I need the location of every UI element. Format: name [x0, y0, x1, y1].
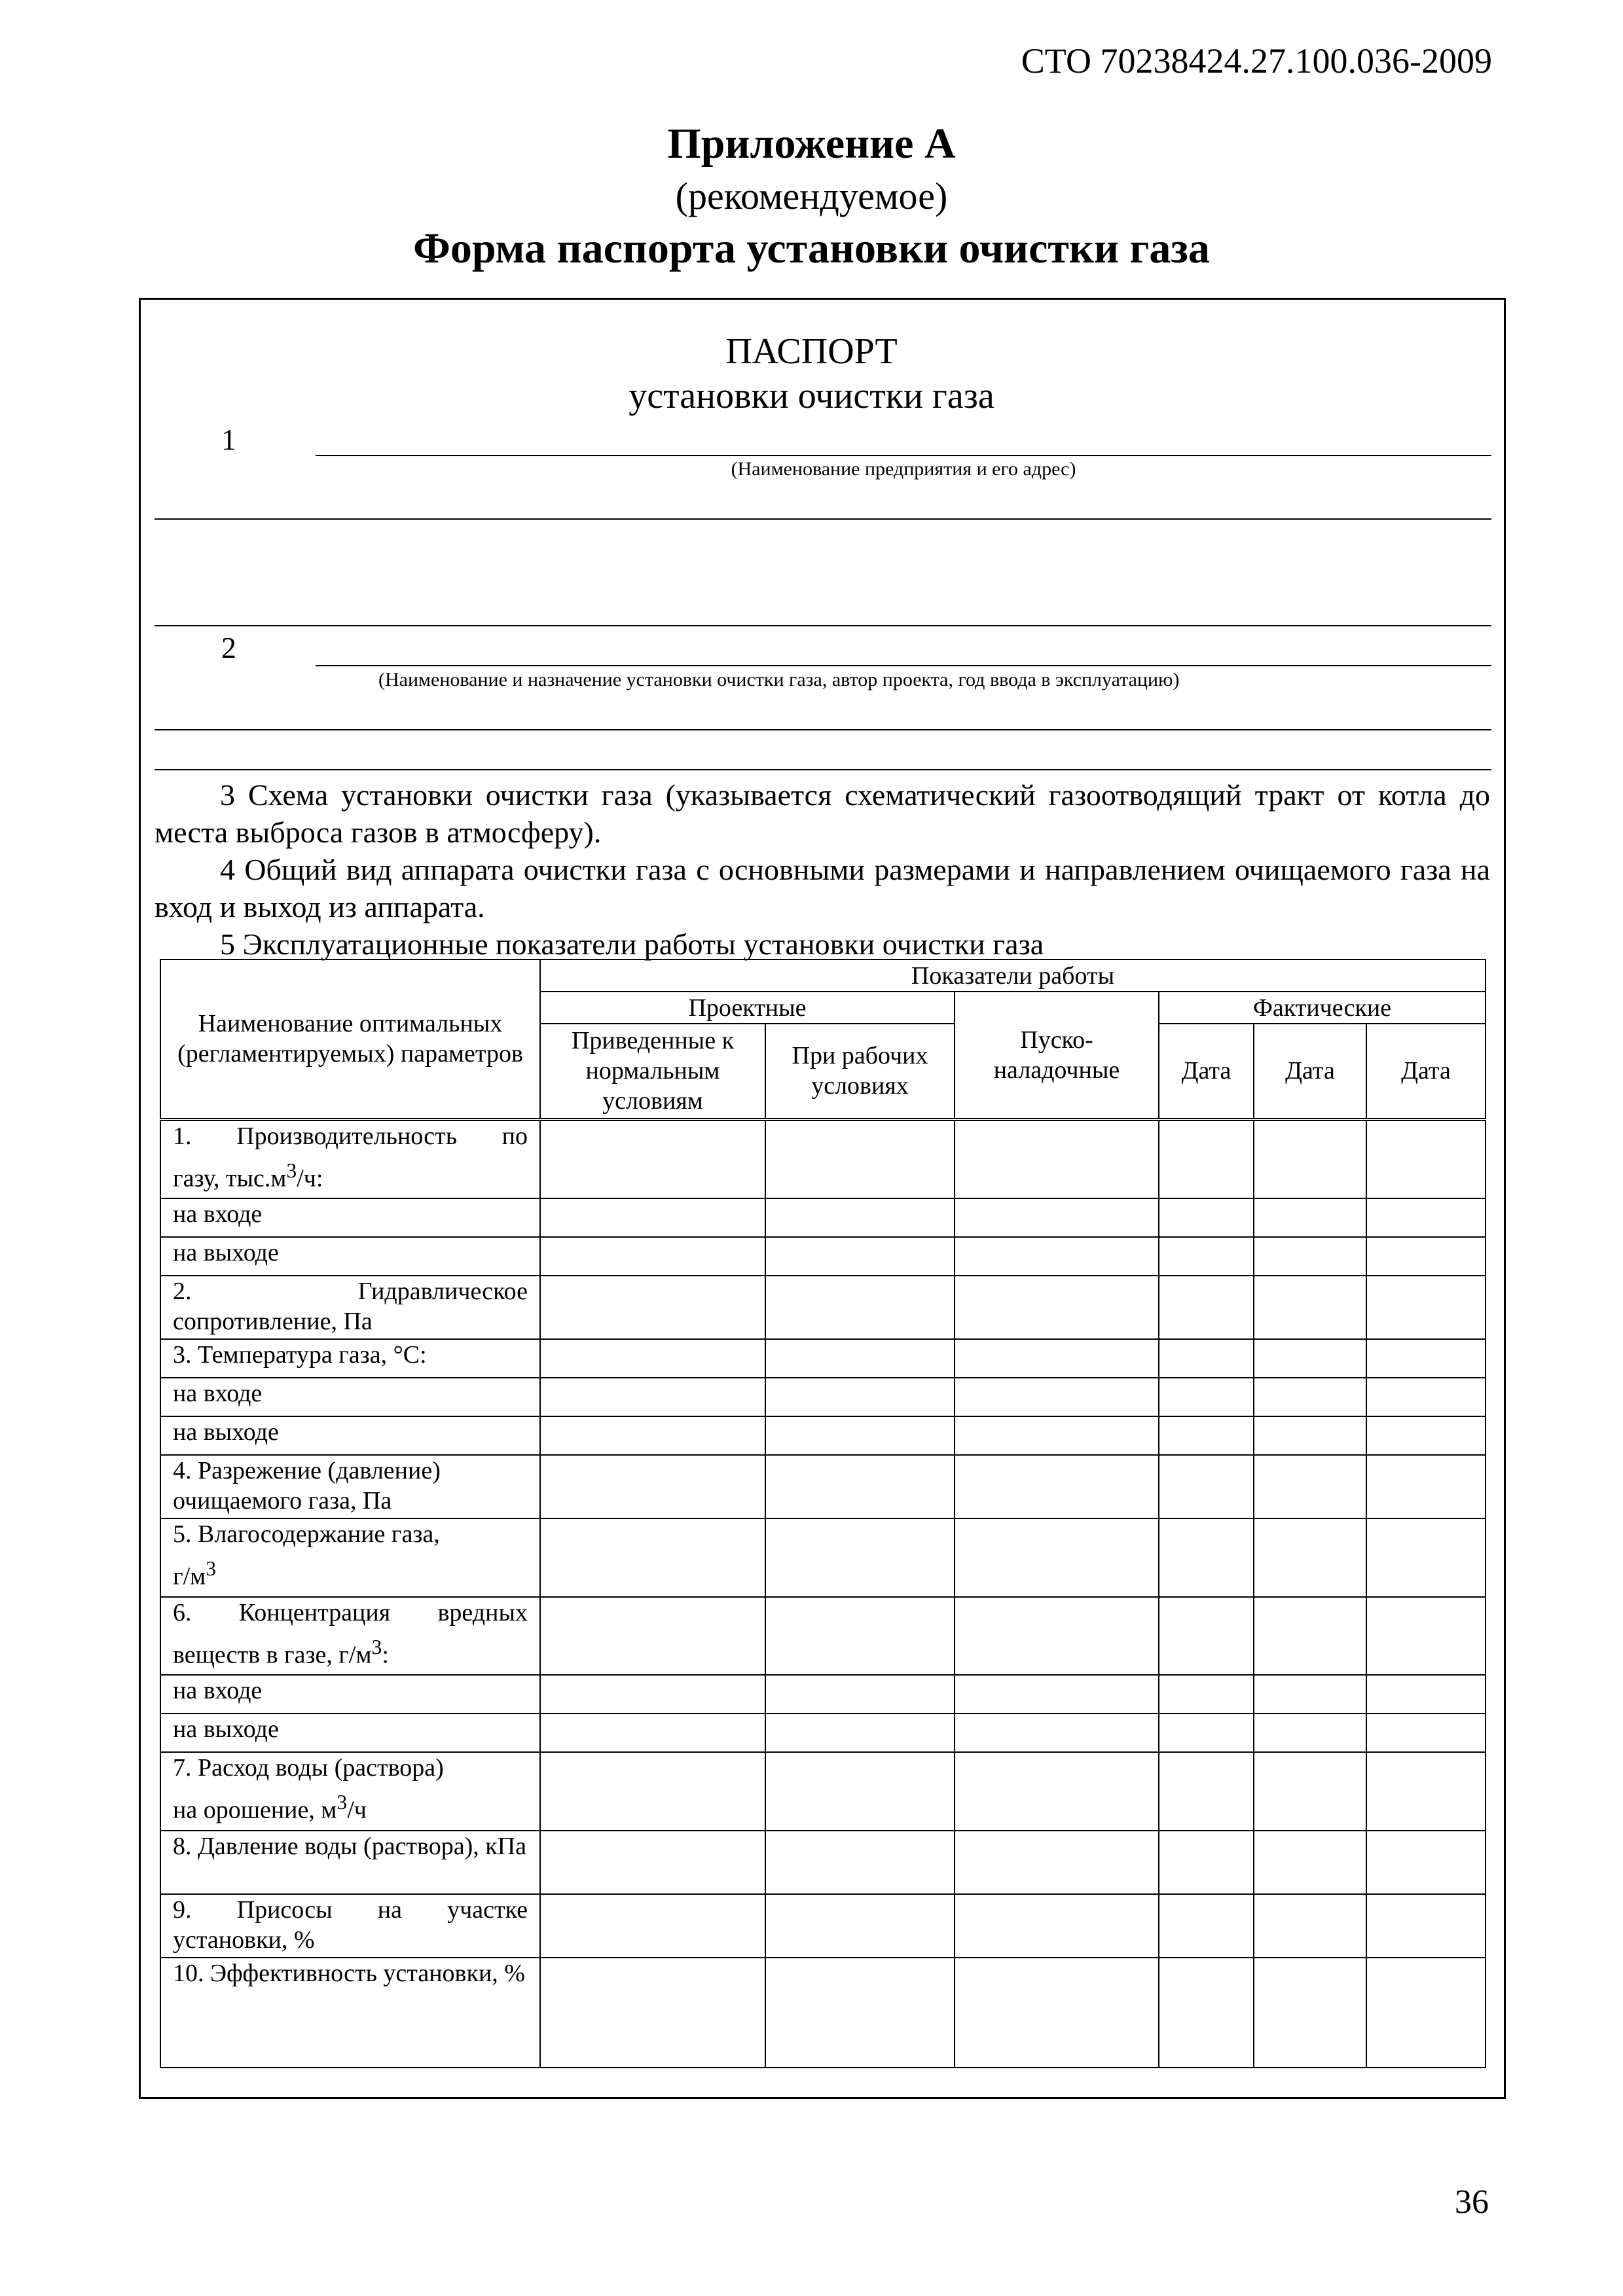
field-1-hint: (Наименование предприятия и его адрес): [731, 458, 1076, 480]
row-label-7: 7. Расход воды (раствора) на орошение, $м^3/ч$: [160, 1752, 540, 1831]
table-row: [160, 1276, 1486, 1339]
header-group-actual: Фактические: [1159, 992, 1486, 1024]
item-5: 5 Эксплуатационные показатели работы установки очистки газа: [220, 927, 1044, 961]
table-row: [160, 1958, 1486, 2068]
table-row: [160, 1713, 1486, 1752]
field-1-line-3[interactable]: [155, 625, 1491, 626]
table-row: [160, 1416, 1486, 1455]
row-label-9: 9. Присосы на участке установки, %: [160, 1894, 540, 1958]
row-label-3-in: на входе: [160, 1378, 540, 1416]
appendix-heading: [0, 118, 1623, 275]
row-label-5: 5. Влагосодержание газа, $г/м^3$: [160, 1518, 540, 1597]
header-date-1: Дата: [1159, 1024, 1254, 1119]
row-label-8: 8. Давление воды (раствора), кПа: [160, 1831, 540, 1894]
header-date-3: Дата: [1366, 1024, 1486, 1119]
table-row: [160, 1237, 1486, 1276]
table-row: [160, 1597, 1486, 1676]
header-commission: Пуско-наладочные: [955, 992, 1159, 1119]
table-row: [160, 1378, 1486, 1416]
table-row: [160, 1675, 1486, 1713]
table-row: [160, 1831, 1486, 1894]
appendix-subtitle: (рекомендуемое): [675, 175, 948, 217]
row-label-6-out: на выходе: [160, 1713, 540, 1752]
field-2-line[interactable]: [316, 665, 1491, 666]
field-1-line-2[interactable]: [155, 518, 1491, 520]
row-label-10: 10. Эффективность установки, %: [160, 1958, 540, 2068]
table-row: [160, 1455, 1486, 1518]
header-working: При рабочих условиях: [765, 1024, 955, 1119]
table-row: [160, 1119, 1486, 1198]
table-row: [160, 1752, 1486, 1831]
row-label-1: 1. Производительность по газу, $тыс.м^3/ч$:: [160, 1119, 540, 1198]
field-1-number: 1: [221, 423, 236, 456]
passport-items: [155, 776, 1490, 963]
row-label-6: 6. Концентрация вредных веществ в газе, $г/м^3$:: [160, 1597, 540, 1676]
page-number: 36: [1455, 2183, 1489, 2221]
field-2-line-2[interactable]: [155, 729, 1491, 730]
header-params: Наименование оптимальных (регламентируемых) параметров: [160, 960, 540, 1119]
field-2-line-3[interactable]: [155, 769, 1491, 770]
field-2-hint: (Наименование и назначение установки очистки газа, автор проекта, год ввода в эксплуатацию): [378, 669, 1180, 691]
header-date-2: Дата: [1254, 1024, 1366, 1119]
table-row: [160, 1894, 1486, 1958]
table-row: [160, 1339, 1486, 1378]
row-label-3: 3. Температура газа, °С:: [160, 1339, 540, 1378]
passport-title: ПАСПОРТ: [725, 331, 898, 372]
appendix-title: Приложение А: [667, 120, 956, 168]
item-3: 3 Схема установки очистки газа (указывается схематический газоотводящий тракт от котла до места выброса газов в атмосферу).: [155, 778, 1490, 849]
row-label-1-in: на входе: [160, 1198, 540, 1237]
header-group-design: Проектные: [540, 992, 955, 1024]
doc-code: СТО 70238424.27.100.036-2009: [1021, 41, 1492, 81]
header-group-main: Показатели работы: [540, 960, 1486, 992]
table-row: [160, 1198, 1486, 1237]
row-label-6-in: на входе: [160, 1675, 540, 1713]
row-label-2: 2. Гидравлическое сопротивление, Па: [160, 1276, 540, 1339]
field-1-line[interactable]: [316, 455, 1491, 456]
parameters-table: [160, 959, 1486, 2068]
field-2-number: 2: [221, 631, 236, 664]
row-label-1-out: на выходе: [160, 1237, 540, 1276]
row-label-3-out: на выходе: [160, 1416, 540, 1455]
form-title: Форма паспорта установки очистки газа: [413, 224, 1210, 272]
header-normal: Приведенные к нормальным условиям: [540, 1024, 765, 1119]
row-label-4: 4. Разрежение (давление) очищаемого газа, Па: [160, 1455, 540, 1518]
table-row: [160, 1518, 1486, 1597]
item-4: 4 Общий вид аппарата очистки газа с основными размерами и направлением очищаемого газа на вход и выход из аппарата.: [155, 853, 1490, 924]
passport-subtitle: установки очистки газа: [629, 376, 994, 416]
